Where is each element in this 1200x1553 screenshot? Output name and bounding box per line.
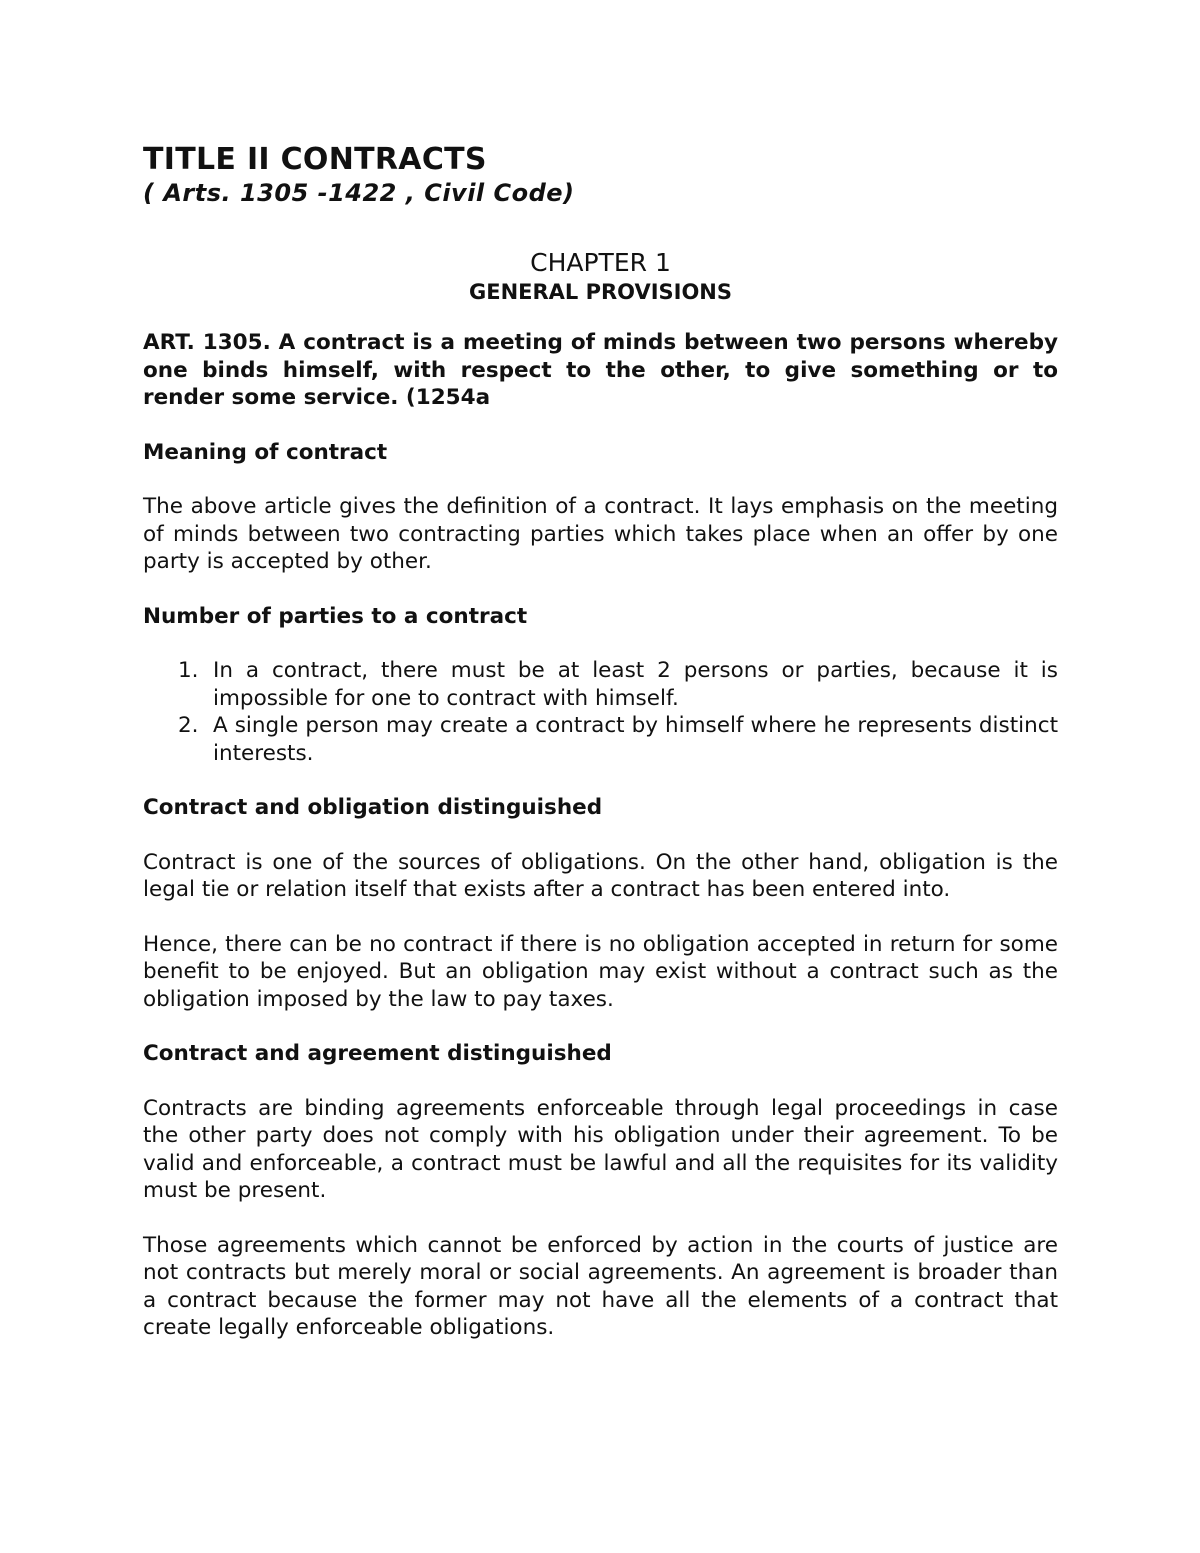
section-heading-obligation: Contract and obligation distinguished (143, 795, 603, 820)
list-item-number: 2. (178, 713, 199, 738)
chapter-name: GENERAL PROVISIONS (468, 280, 733, 304)
section-paragraph: Contract is one of the sources of obligations. On the other hand, obligation is the legal tie or relation itself that exists after a contract has been entered into. (143, 849, 1058, 902)
list-item (143, 657, 1058, 712)
document-page (143, 142, 1058, 1342)
section-heading-parties: Number of parties to a contract (143, 603, 528, 629)
parties-list (143, 657, 1058, 767)
document-title: TITLE II CONTRACTS (143, 142, 487, 177)
section-paragraph: Hence, there can be no contract if there is no obligation accepted in return for some benefit to be enjoyed. But an obligation may exist without a contract such as the obligation imposed by the law to pay taxes. (143, 931, 1058, 1012)
list-item-number: 1. (178, 658, 199, 683)
section-text-meaning: The above article gives the definition of a contract. It lays emphasis on the meeting of minds between two contracting parties which takes place when an offer by one party is accepted by other. (143, 494, 1058, 574)
chapter-number: CHAPTER 1 (530, 248, 671, 277)
list-item (143, 712, 1058, 767)
document-subtitle: ( Arts. 1305 -1422 , Civil Code) (143, 179, 575, 207)
section-heading-agreement: Contract and agreement distinguished (143, 1041, 612, 1066)
list-item-text: In a contract, there must be at least 2 persons or parties, because it is impossible for one to contract with himself. (213, 658, 1058, 711)
list-item-text: A single person may create a contract by himself where he represents distinct interests. (213, 713, 1058, 766)
section-heading-meaning: Meaning of contract (143, 439, 388, 465)
article-1305: ART. 1305. A contract is a meeting of minds between two persons whereby one binds himself, with respect to the other, to give something or to render some service. (1254a (143, 330, 1058, 410)
section-paragraph: Contracts are binding agreements enforceable through legal proceedings in case the other party does not comply with his obligation under their agreement. To be valid and enforceable, a contract must be lawful and all the requisites for its validity must be present. (143, 1095, 1058, 1203)
section-paragraph: Those agreements which cannot be enforced by action in the courts of justice are not contracts but merely moral or social agreements. An agreement is broader than a contract because the former may not have all the elements of a contract that create legally enforceable obligations. (143, 1232, 1058, 1340)
